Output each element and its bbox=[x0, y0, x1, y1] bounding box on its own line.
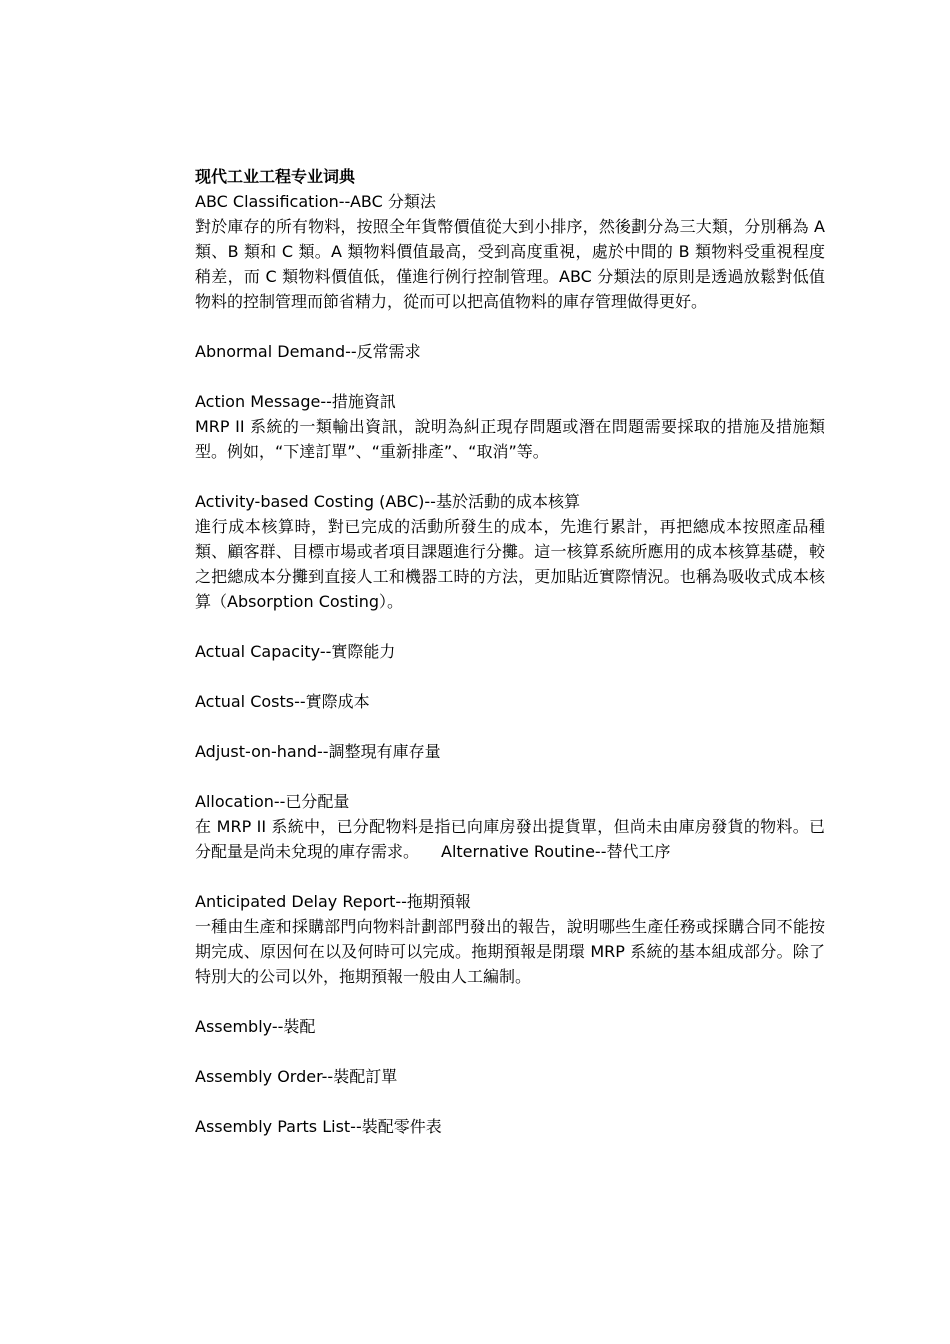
entry-term: Abnormal Demand--反常需求 bbox=[195, 342, 421, 361]
inline-entry-term: Alternative Routine--替代工序 bbox=[441, 842, 671, 861]
entry-term: ABC Classification--ABC 分類法 bbox=[195, 192, 436, 211]
glossary-entry bbox=[195, 1014, 825, 1039]
glossary-entry bbox=[195, 889, 825, 989]
entry-term: Action Message--措施資訊 bbox=[195, 392, 396, 411]
glossary-entry bbox=[195, 489, 825, 614]
glossary-entry bbox=[195, 639, 825, 664]
glossary-entry bbox=[195, 389, 825, 464]
entry-description bbox=[195, 814, 825, 864]
entry-description-text: 在 MRP II 系統中，已分配物料是指已向庫房發出提貨單，但尚未由庫房發貨的物料。已分配量是尚未兌現的庫存需求。 bbox=[195, 817, 825, 861]
entry-term: Assembly Order--裝配訂單 bbox=[195, 1067, 398, 1086]
glossary-entry bbox=[195, 1064, 825, 1089]
entry-description: MRP II 系統的一類輸出資訊，說明為糾正現存問題或潛在問題需要採取的措施及措施類型。例如，“下達訂單”、“重新排產”、“取消”等。 bbox=[195, 417, 825, 461]
glossary-entry bbox=[195, 189, 825, 314]
glossary-entry bbox=[195, 689, 825, 714]
entry-term: Actual Capacity--實際能力 bbox=[195, 642, 396, 661]
glossary-entry bbox=[195, 339, 825, 364]
document-page bbox=[195, 164, 825, 1164]
entry-term: Allocation--已分配量 bbox=[195, 792, 350, 811]
glossary-entry bbox=[195, 789, 825, 864]
entry-term: Anticipated Delay Report--拖期預報 bbox=[195, 892, 471, 911]
entry-term: Adjust-on-hand--調整現有庫存量 bbox=[195, 742, 441, 761]
entry-term: Assembly--裝配 bbox=[195, 1017, 316, 1036]
document-title: 现代工业工程专业词典 bbox=[195, 167, 356, 186]
glossary-entry bbox=[195, 739, 825, 764]
entry-term: Actual Costs--實際成本 bbox=[195, 692, 370, 711]
glossary-entry bbox=[195, 1114, 825, 1139]
entry-description: 進行成本核算時，對已完成的活動所發生的成本，先進行累計，再把總成本按照產品種類、顧客群、目標市場或者項目課題進行分攤。這一核算系統所應用的成本核算基礎，較之把總成本分攤到直接人工和機器工時的方法，更加貼近實際情況。也稱為吸收式成本核算（Absorption Costing）。 bbox=[195, 517, 825, 611]
entry-term: Assembly Parts List--裝配零件表 bbox=[195, 1117, 442, 1136]
entry-term: Activity-based Costing (ABC)--基於活動的成本核算 bbox=[195, 492, 580, 511]
entry-description: 對於庫存的所有物料，按照全年貨幣價值從大到小排序，然後劃分為三大類，分別稱為 A 類、B 類和 C 類。A 類物料價值最高，受到高度重視，處於中間的 B 類物料受重視程度稍差，而 C 類物料價值低，僅進行例行控制管理。ABC 分類法的原則是透過放鬆對低值物料的控制管理而節省精力，從而可以把高值物料的庫存管理做得更好。 bbox=[195, 217, 825, 311]
entry-description: 一種由生產和採購部門向物料計劃部門發出的報告，說明哪些生產任務或採購合同不能按期完成、原因何在以及何時可以完成。拖期預報是閉環 MRP 系統的基本組成部分。除了特別大的公司以外，拖期預報一般由人工編制。 bbox=[195, 917, 825, 986]
